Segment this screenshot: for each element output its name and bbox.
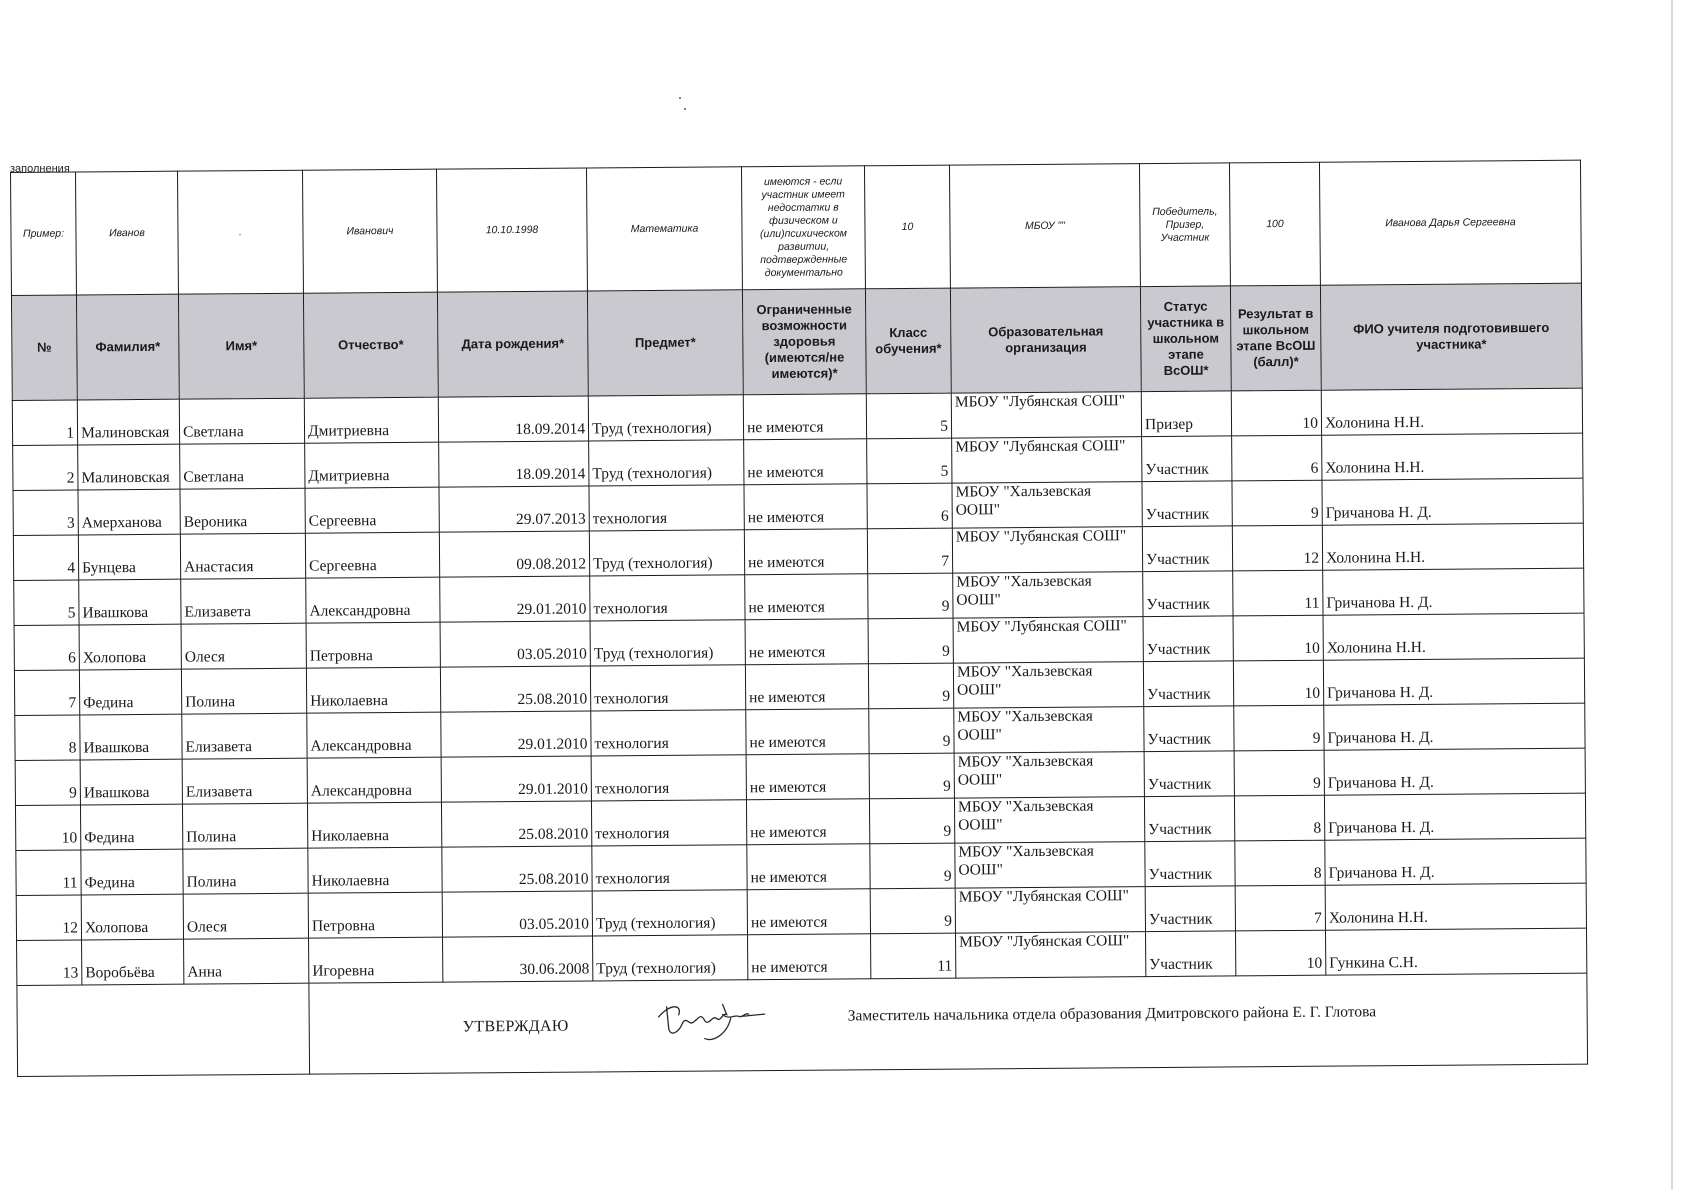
cell-result: 9: [1234, 750, 1324, 796]
cell-status: Участник: [1146, 931, 1236, 977]
cell-num: 8: [15, 715, 80, 761]
cell-disability: не имеются: [745, 619, 868, 665]
cell-num: 12: [16, 895, 81, 941]
cell-subject: технология: [590, 575, 745, 621]
cell-teacher: Холонина Н.Н.: [1323, 613, 1584, 660]
cell-patronymic: Николаевна: [306, 667, 440, 713]
cell-num: 1: [12, 400, 77, 446]
cell-teacher: Гричанова Н. Д.: [1323, 568, 1584, 615]
cell-birth-date: 29.01.2010: [441, 756, 591, 802]
cell-subject: технология: [589, 485, 744, 531]
cell-disability: не имеются: [748, 934, 871, 980]
cell-organization: МБОУ "Хальзевская ООШ": [954, 707, 1144, 753]
cell-patronymic: Петровна: [306, 622, 440, 668]
cell-birth-date: 03.05.2010: [442, 891, 592, 937]
cell-birth-date: 29.01.2010: [440, 576, 590, 622]
table-body: [12, 388, 1587, 985]
cell-disability: не имеются: [745, 574, 868, 620]
cell-result: 10: [1233, 615, 1323, 661]
cell-grade: 9: [869, 798, 954, 844]
cell-organization: МБОУ "Хальзевская ООШ": [953, 572, 1143, 618]
header-result: Результат в школьном этапе ВсОШ (балл)*: [1230, 285, 1321, 391]
example-birth-date: 10.10.1998: [436, 168, 587, 292]
cell-name: Полина: [183, 848, 308, 894]
cell-subject: Труд (технология): [590, 620, 745, 666]
cell-disability: не имеются: [747, 889, 870, 935]
scan-speck: [684, 108, 686, 110]
example-disability: имеются - если участник имеет недостатки в физическом и (или)психическом развитии, подтвержденные документально: [741, 166, 865, 290]
cell-patronymic: Николаевна: [307, 802, 441, 848]
cell-patronymic: Александровна: [307, 757, 441, 803]
cell-organization: МБОУ "Лубянская СОШ": [953, 617, 1143, 663]
cell-organization: МБОУ "Лубянская СОШ": [956, 932, 1146, 978]
cell-name: Елизавета: [181, 578, 306, 624]
cell-subject: технология: [591, 800, 746, 846]
cell-subject: Труд (технология): [593, 935, 748, 981]
approve-word: УТВЕРЖДАЮ: [462, 1017, 569, 1036]
cell-result: 10: [1235, 930, 1325, 976]
cell-name: Елизавета: [182, 713, 307, 759]
cell-subject: Труд (технология): [589, 440, 744, 486]
cell-birth-date: 18.09.2014: [439, 441, 589, 487]
cell-num: 5: [14, 580, 79, 626]
cell-surname: Малиновская: [77, 399, 179, 445]
cell-subject: Труд (технология): [588, 395, 743, 441]
example-patronymic: Иванович: [302, 169, 437, 293]
signature-image: [652, 994, 772, 1047]
cell-disability: не имеются: [746, 799, 869, 845]
cell-teacher: Гричанова Н. Д.: [1325, 838, 1586, 885]
cell-num: 9: [15, 760, 80, 806]
cell-disability: не имеются: [747, 844, 870, 890]
cell-surname: Федина: [80, 804, 182, 850]
cell-status: Участник: [1145, 841, 1235, 887]
cell-disability: не имеются: [746, 754, 869, 800]
cell-birth-date: 25.08.2010: [442, 846, 592, 892]
cell-patronymic: Николаевна: [308, 847, 442, 893]
cell-disability: не имеются: [745, 664, 868, 710]
cell-birth-date: 30.06.2008: [443, 936, 593, 982]
cell-disability: не имеются: [743, 394, 866, 440]
cell-subject: технология: [591, 755, 746, 801]
header-row: [11, 283, 1582, 400]
cell-surname: Ивашкова: [80, 759, 182, 805]
example-row: [11, 160, 1582, 295]
scan-speck: [679, 97, 681, 99]
cell-patronymic: Сергеевна: [305, 487, 439, 533]
cell-status: Призер: [1141, 391, 1231, 437]
cell-disability: не имеются: [744, 484, 867, 530]
cell-result: 8: [1235, 840, 1325, 886]
approval-cell: [309, 973, 1588, 1074]
cell-patronymic: Сергеевна: [305, 532, 439, 578]
participants-table: [10, 160, 1588, 1077]
cell-grade: 5: [866, 393, 951, 439]
cell-num: 4: [13, 535, 78, 581]
cell-grade: 9: [868, 573, 953, 619]
cell-name: Олеся: [181, 623, 306, 669]
cell-name: Светлана: [180, 443, 305, 489]
cell-grade: 9: [869, 753, 954, 799]
cell-result: 8: [1234, 795, 1324, 841]
cell-surname: Амерханова: [78, 489, 180, 535]
cell-result: 7: [1235, 885, 1325, 931]
cell-result: 6: [1232, 435, 1322, 481]
cell-patronymic: Александровна: [307, 712, 441, 758]
cell-status: Участник: [1143, 616, 1233, 662]
cell-status: Участник: [1144, 706, 1234, 752]
header-teacher: ФИО учителя подготовившего участника*: [1320, 283, 1582, 390]
cell-result: 9: [1234, 705, 1324, 751]
cell-organization: МБОУ "Хальзевская ООШ": [954, 797, 1144, 843]
cell-name: Светлана: [179, 398, 304, 444]
cell-teacher: Гричанова Н. Д.: [1324, 793, 1585, 840]
header-birth-date: Дата рождения*: [437, 291, 588, 397]
cell-surname: Воробьёва: [82, 939, 184, 985]
cell-surname: Бунцева: [78, 534, 180, 580]
cell-status: Участник: [1143, 661, 1233, 707]
cell-surname: Федина: [79, 669, 181, 715]
cell-teacher: Гричанова Н. Д.: [1324, 748, 1585, 795]
cell-teacher: Холонина Н.Н.: [1325, 883, 1586, 930]
cell-name: Елизавета: [182, 758, 307, 804]
cell-teacher: Гричанова Н. Д.: [1323, 658, 1584, 705]
cell-result: 11: [1233, 570, 1323, 616]
cell-subject: технология: [591, 710, 746, 756]
example-surname: Иванов: [76, 171, 179, 295]
cell-num: 3: [13, 490, 78, 536]
cell-surname: Холопова: [81, 894, 183, 940]
cell-disability: не имеются: [746, 709, 869, 755]
cell-surname: Ивашкова: [79, 579, 181, 625]
cell-status: Участник: [1142, 526, 1232, 572]
corner-note: заполнения: [10, 163, 70, 175]
cell-patronymic: Дмитриевна: [305, 442, 439, 488]
cell-patronymic: Александровна: [306, 577, 440, 623]
header-name: Имя*: [178, 293, 304, 399]
header-surname: Фамилия*: [76, 294, 179, 400]
cell-name: Анна: [184, 938, 309, 984]
example-result: 100: [1229, 162, 1320, 286]
cell-status: Участник: [1144, 751, 1234, 797]
cell-subject: Труд (технология): [592, 890, 747, 936]
cell-patronymic: Дмитриевна: [304, 397, 438, 443]
cell-status: Участник: [1143, 571, 1233, 617]
cell-birth-date: 09.08.2012: [439, 531, 589, 577]
cell-grade: 5: [867, 438, 952, 484]
cell-num: 2: [13, 445, 78, 491]
cell-organization: МБОУ "Хальзевская ООШ": [954, 752, 1144, 798]
approver-title: Заместитель начальника отдела образования Дмитровского района Е. Г. Глотова: [847, 1003, 1377, 1025]
cell-subject: Труд (технология): [589, 530, 744, 576]
cell-teacher: Холонина Н.Н.: [1322, 523, 1583, 570]
cell-subject: технология: [592, 845, 747, 891]
cell-num: 11: [16, 850, 81, 896]
example-teacher: Иванова Дарья Сергеевна: [1319, 160, 1581, 285]
cell-organization: МБОУ "Лубянская СОШ": [951, 392, 1141, 438]
cell-birth-date: 25.08.2010: [440, 666, 590, 712]
cell-birth-date: 29.01.2010: [441, 711, 591, 757]
scan-edge-mark: [1671, 0, 1673, 1190]
cell-name: Олеся: [183, 893, 308, 939]
example-label: Пример:: [11, 172, 77, 296]
cell-grade: 9: [868, 618, 953, 664]
cell-name: Вероника: [180, 488, 305, 534]
cell-birth-date: 18.09.2014: [438, 396, 588, 442]
cell-result: 9: [1232, 480, 1322, 526]
cell-surname: Малиновская: [78, 444, 180, 490]
cell-surname: Холопова: [79, 624, 181, 670]
cell-grade: 6: [867, 483, 952, 529]
cell-status: Участник: [1142, 481, 1232, 527]
header-disability: Ограниченные возможности здоровья (имеются/не имеются)*: [742, 289, 866, 395]
cell-subject: технология: [590, 665, 745, 711]
cell-teacher: Холонина Н.Н.: [1321, 388, 1582, 435]
cell-grade: 9: [870, 888, 955, 934]
header-organization: Образовательная организация: [950, 287, 1141, 393]
cell-status: Участник: [1145, 886, 1235, 932]
cell-organization: МБОУ "Хальзевская ООШ": [953, 662, 1143, 708]
cell-name: Полина: [181, 668, 306, 714]
cell-surname: Ивашкова: [80, 714, 182, 760]
cell-teacher: Гричанова Н. Д.: [1322, 478, 1583, 525]
cell-grade: 9: [869, 708, 954, 754]
example-name: .: [177, 170, 303, 294]
cell-organization: МБОУ "Лубянская СОШ": [952, 437, 1142, 483]
example-grade: 10: [864, 165, 950, 289]
example-organization: МБОУ "": [949, 164, 1140, 288]
cell-num: 7: [14, 670, 79, 716]
cell-result: 10: [1231, 390, 1321, 436]
cell-disability: не имеются: [744, 529, 867, 575]
cell-status: Участник: [1142, 436, 1232, 482]
header-status: Статус участника в школьном этапе ВсОШ*: [1140, 286, 1231, 392]
cell-num: 13: [17, 940, 82, 986]
cell-num: 10: [15, 805, 80, 851]
cell-birth-date: 25.08.2010: [441, 801, 591, 847]
cell-birth-date: 29.07.2013: [439, 486, 589, 532]
example-subject: Математика: [586, 167, 742, 291]
cell-name: Анастасия: [180, 533, 305, 579]
header-grade: Класс обучения*: [865, 288, 951, 394]
cell-organization: МБОУ "Лубянская СОШ": [955, 887, 1145, 933]
approval-row: [17, 973, 1588, 1076]
cell-organization: МБОУ "Хальзевская ООШ": [955, 842, 1145, 888]
cell-patronymic: Петровна: [308, 892, 442, 938]
cell-disability: не имеются: [744, 439, 867, 485]
cell-teacher: Гункина С.Н.: [1325, 928, 1586, 975]
cell-grade: 9: [868, 663, 953, 709]
header-subject: Предмет*: [587, 290, 743, 396]
cell-teacher: Холонина Н.Н.: [1322, 433, 1583, 480]
example-status: Победитель, Призер, Участник: [1139, 163, 1230, 287]
cell-num: 6: [14, 625, 79, 671]
cell-organization: МБОУ "Хальзевская ООШ": [952, 482, 1142, 528]
cell-grade: 7: [867, 528, 952, 574]
cell-patronymic: Игоревна: [309, 937, 443, 983]
approval-blank-cell: [17, 983, 310, 1076]
cell-status: Участник: [1144, 796, 1234, 842]
cell-surname: Федина: [81, 849, 183, 895]
cell-name: Полина: [182, 803, 307, 849]
cell-result: 12: [1232, 525, 1322, 571]
header-num: №: [11, 295, 77, 401]
cell-result: 10: [1233, 660, 1323, 706]
cell-grade: 11: [871, 933, 956, 979]
cell-grade: 9: [870, 843, 955, 889]
cell-teacher: Гричанова Н. Д.: [1324, 703, 1585, 750]
header-patronymic: Отчество*: [303, 292, 438, 398]
cell-organization: МБОУ "Лубянская СОШ": [952, 527, 1142, 573]
cell-birth-date: 03.05.2010: [440, 621, 590, 667]
